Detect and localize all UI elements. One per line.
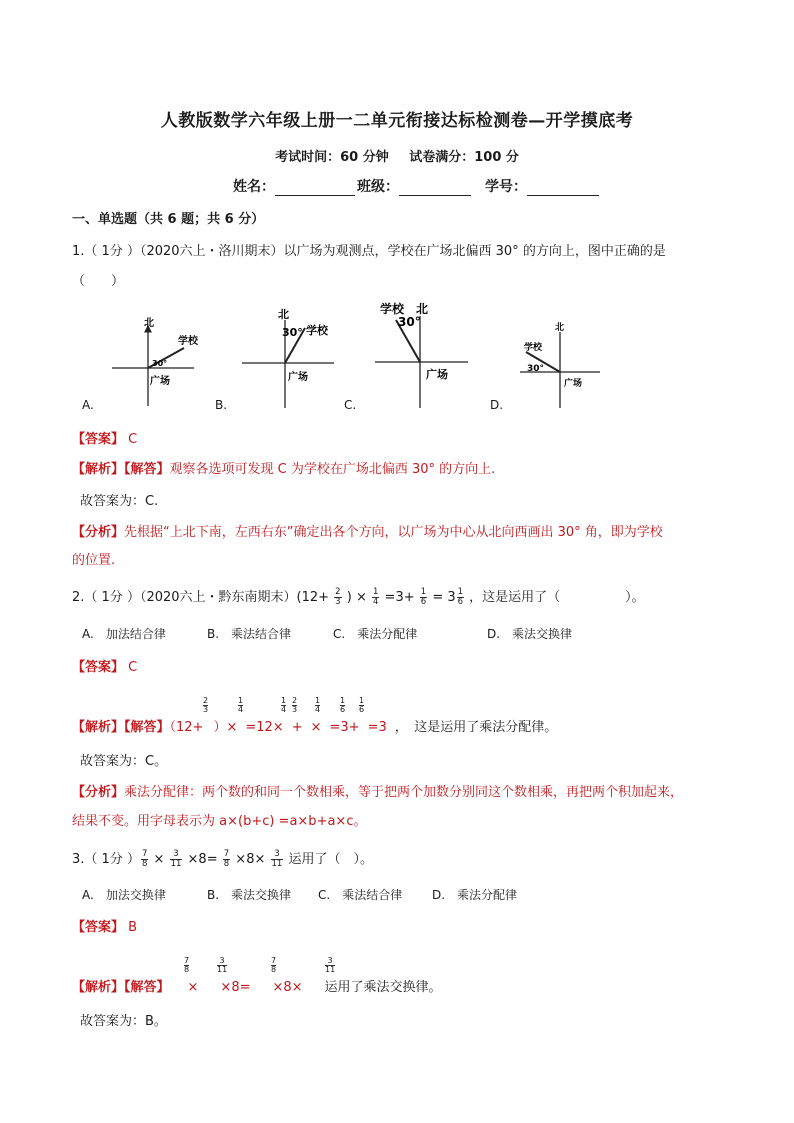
fraction-quarter: $\frac{1}{4}$ [372,587,379,607]
fraction-three-elevenths: $\frac{3}{11}$ [170,849,182,869]
option-c-north: 北 [416,302,429,316]
fraction-sixth: $\frac{1}{6}$ [420,587,427,607]
q2-stem-mid2: =3+ [384,590,415,605]
option-c-square: 广场 [426,368,448,381]
fenxi-tag: 【分析】 [72,525,125,540]
sup-frac-sixth-2: $\frac{1}{6}$ [359,696,365,714]
q3-analysis-end: 运用了乘法交换律。 [324,980,442,995]
q3-sup-seven-eighths-2: $\frac{7}{8}$ [271,956,277,974]
answer-tag: 【答案】 [72,920,125,935]
q3-stem-x2: ×8= [187,852,218,867]
q3-sup-three-elevenths: $\frac{3}{11}$ [217,956,228,974]
q2-fenxi-line2: 结果不变。用字母表示为 a×(b+c) =a×b+a×c。 [72,814,367,829]
answer-value: C [128,432,138,447]
answer-tag: 【答案】 [72,432,125,447]
q3-stem-post: 运用了（ ）。 [288,852,373,867]
sup-frac-quarter-2: $\frac{1}{4}$ [281,696,287,714]
q3-stem [72,848,373,869]
class-blank[interactable] [399,181,471,196]
q2-stem-pre: 2.（ 1分 ）（2020六上・黔东南期末）(12+ [72,590,330,605]
q2-stem [72,586,645,607]
fenxi-line1: 先根据“上北下南，左西右东”确定出各个方向，以广场为中心从北向西画出 30° 角，即为学校 [124,525,663,540]
exam-score: 试卷满分：100 分 [409,150,519,165]
q1-analysis [72,458,495,477]
answer-value: B [128,920,138,935]
q3-option-b[interactable]: B. 乘法交换律 [207,888,292,902]
fraction-seven-eighths: $\frac{7}{8}$ [141,849,148,869]
option-a-north: 北 [144,318,154,329]
option-d-diagram [520,321,600,408]
q3-stem-pre: 3.（ 1分 ） [72,852,140,867]
q1-answer [72,428,137,447]
q2-analysis-expr: （12+ ）× =12× + × =3+ =3 [169,720,387,735]
q3-sup-seven-eighths: $\frac{7}{8}$ [184,956,190,974]
fraction-two-thirds: $\frac{2}{3}$ [335,587,341,607]
q2-option-a[interactable]: A. 加法结合律 [82,627,166,641]
q3-result: 故答案为：B。 [80,1014,167,1029]
fraction-seven-eighths-2: $\frac{7}{8}$ [223,849,230,869]
sup-frac-quarter-3: $\frac{1}{4}$ [315,696,321,714]
q2-result: 故答案为：C。 [80,754,168,769]
q2-option-b[interactable]: B. 乘法结合律 [207,627,292,641]
name-label: 姓名： [233,179,275,195]
q3-sup-three-elevenths-2: $\frac{3}{11}$ [325,956,336,974]
option-d-north: 北 [555,323,565,333]
student-info [233,176,601,196]
q2-option-d[interactable]: D. 乘法交换律 [487,627,573,641]
class-label: 班级： [357,179,399,195]
fraction-three-elevenths-2: $\frac{3}{11}$ [271,849,283,869]
option-d-square: 广场 [564,379,583,389]
analysis-tag: 【解析】【解答】 [72,980,170,995]
q3-stem-x3: ×8× [235,852,266,867]
id-blank[interactable] [527,181,599,196]
q3-option-c[interactable]: C. 乘法结合律 [318,888,403,902]
sup-frac-two-thirds-2: $\frac{2}{3}$ [292,696,298,714]
option-b-school: 学校 [306,324,328,337]
section-heading: 一、单选题（共 6 题；共 6 分） [72,212,265,227]
option-c-label[interactable]: C. [344,398,357,412]
q2-option-c[interactable]: C. 乘法分配律 [333,627,418,641]
q2-stem-post: ，这是运用了（ ）。 [469,590,645,605]
q2-stem-mid3: = 3 [432,590,456,605]
q3-answer [72,916,137,935]
analysis-text: 观察各选项可发现 C 为学校在广场北偏西 30° 的方向上. [169,462,496,477]
option-a-school: 学校 [178,336,198,347]
option-a-label[interactable]: A. [82,398,94,412]
option-c-school: 学校 [380,302,405,316]
option-a-angle: 30° [152,359,168,368]
option-d-angle: 30° [527,364,545,374]
q3-stem-x1: × [153,852,165,867]
exam-time: 考试时间：60 分钟 [275,150,389,165]
sup-frac-sixth: $\frac{1}{6}$ [340,696,346,714]
option-a-square: 广场 [150,376,170,387]
q3-analysis [72,976,442,995]
q3-option-a[interactable]: A. 加法交换律 [82,888,166,902]
fenxi-tag: 【分析】 [72,785,125,800]
q2-analysis-end: ， 这是运用了乘法分配律。 [394,720,558,735]
option-b-label[interactable]: B. [215,398,228,412]
option-b-angle: 30° [282,326,303,339]
q1-fenxi-line2: 的位置. [72,553,116,568]
q1-paren: （ ） [72,274,125,289]
q1-stem: 1.（ 1分 ）（2020六上・洛川期末）以广场为观测点，学校在广场北偏西 30° 的方向上，图中正确的是 [72,244,666,259]
name-blank[interactable] [275,181,355,196]
fraction-sixth-2: $\frac{1}{6}$ [457,587,464,607]
q1-result: 故答案为：C. [80,494,159,509]
q3-option-d[interactable]: D. 乘法分配律 [432,888,518,902]
page-title: 人教版数学六年级上册一二单元衔接达标检测卷—开学摸底考 [160,111,634,131]
id-label: 学号： [485,179,527,195]
fenxi-line1: 乘法分配律：两个数的和同一个数相乘，等于把两个加数分别同这个数相乘，再把两个积加起来， [124,785,684,800]
q2-fenxi [72,781,683,800]
q2-analysis [72,716,557,735]
analysis-tag: 【解析】【解答】 [72,462,170,477]
option-c-angle: 30° [398,315,421,329]
analysis-tag: 【解析】【解答】 [72,720,170,735]
q2-stem-mid1: ) × [346,590,367,605]
q1-diagrams [0,296,794,416]
exam-subtitle [0,146,794,165]
option-d-school: 学校 [524,343,543,353]
option-a-diagram [112,317,199,406]
option-d-label[interactable]: D. [490,398,504,412]
q1-fenxi [72,521,663,540]
option-b-diagram [242,308,334,408]
option-c-diagram [375,301,468,408]
answer-value: C [128,660,138,675]
q2-answer [72,656,137,675]
answer-tag: 【答案】 [72,660,125,675]
option-b-north: 北 [278,308,289,321]
sup-frac-quarter: $\frac{1}{4}$ [238,696,244,714]
q3-analysis-expr: × ×8= ×8× [187,980,303,995]
sup-frac-two-thirds: $\frac{2}{3}$ [203,696,209,714]
option-b-square: 广场 [288,372,308,383]
